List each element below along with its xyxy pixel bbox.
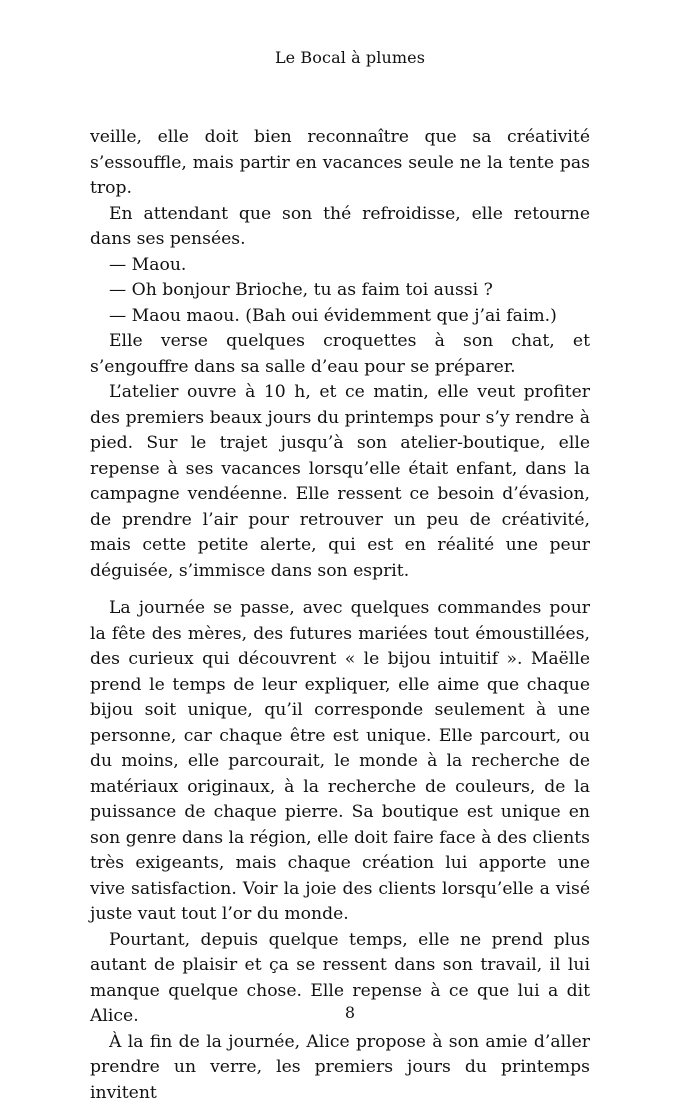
dialogue-line: — Maou. (90, 253, 590, 279)
page-number: 8 (0, 1003, 700, 1022)
paragraph: L’atelier ouvre à 10 h, et ce matin, elle veut profiter des premiers beaux jours du printemps pour s’y rendre à pied. Sur le trajet jusqu’à son atelier-boutique, elle repense à ses vacances lorsqu’elle était enfant, dans la campagne vendéenne. Elle ressent ce besoin d’évasion, de prendre l’air pour retrouver un peu de créativité, mais cette petite alerte, qui est en réalité une peur déguisée, s’immisce dans son esprit. (90, 380, 590, 584)
paragraph: À la fin de la journée, Alice propose à son amie d’aller prendre un verre, les premiers jours du printemps invitent (90, 1030, 590, 1106)
paragraph: Pourtant, depuis quelque temps, elle ne prend plus autant de plaisir et ça se ressent dans son travail, il lui manque quelque chose. Elle repense à ce que lui a dit Alice. (90, 928, 590, 1030)
page-body-text (90, 125, 590, 1106)
paragraph-continuation: veille, elle doit bien reconnaître que sa créativité s’essouffle, mais partir en vacances seule ne la tente pas trop. (90, 125, 590, 202)
dialogue-line: — Maou maou. (Bah oui évidemment que j’ai faim.) (90, 304, 590, 330)
paragraph: Elle verse quelques croquettes à son chat, et s’engouffre dans sa salle d’eau pour se préparer. (90, 329, 590, 380)
paragraph: En attendant que son thé refroidisse, elle retourne dans ses pensées. (90, 202, 590, 253)
dialogue-line: — Oh bonjour Brioche, tu as faim toi aussi ? (90, 278, 590, 304)
running-header: Le Bocal à plumes (0, 48, 700, 67)
paragraph-section-start: La journée se passe, avec quelques commandes pour la fête des mères, des futures mariées tout émoustillées, des curieux qui découvrent « le bijou intuitif ». Maëlle prend le temps de leur expliquer, elle aime que chaque bijou soit unique, qu’il corresponde seulement à une personne, car chaque être est unique. Elle parcourt, ou du moins, elle parcourait, le monde à la recherche de matériaux originaux, à la recherche de couleurs, de la puissance de chaque pierre. Sa boutique est unique en son genre dans la région, elle doit faire face à des clients très exigeants, mais chaque création lui apporte une vive satisfaction. Voir la joie des clients lorsqu’elle a visé juste vaut tout l’or du monde. (90, 596, 590, 928)
